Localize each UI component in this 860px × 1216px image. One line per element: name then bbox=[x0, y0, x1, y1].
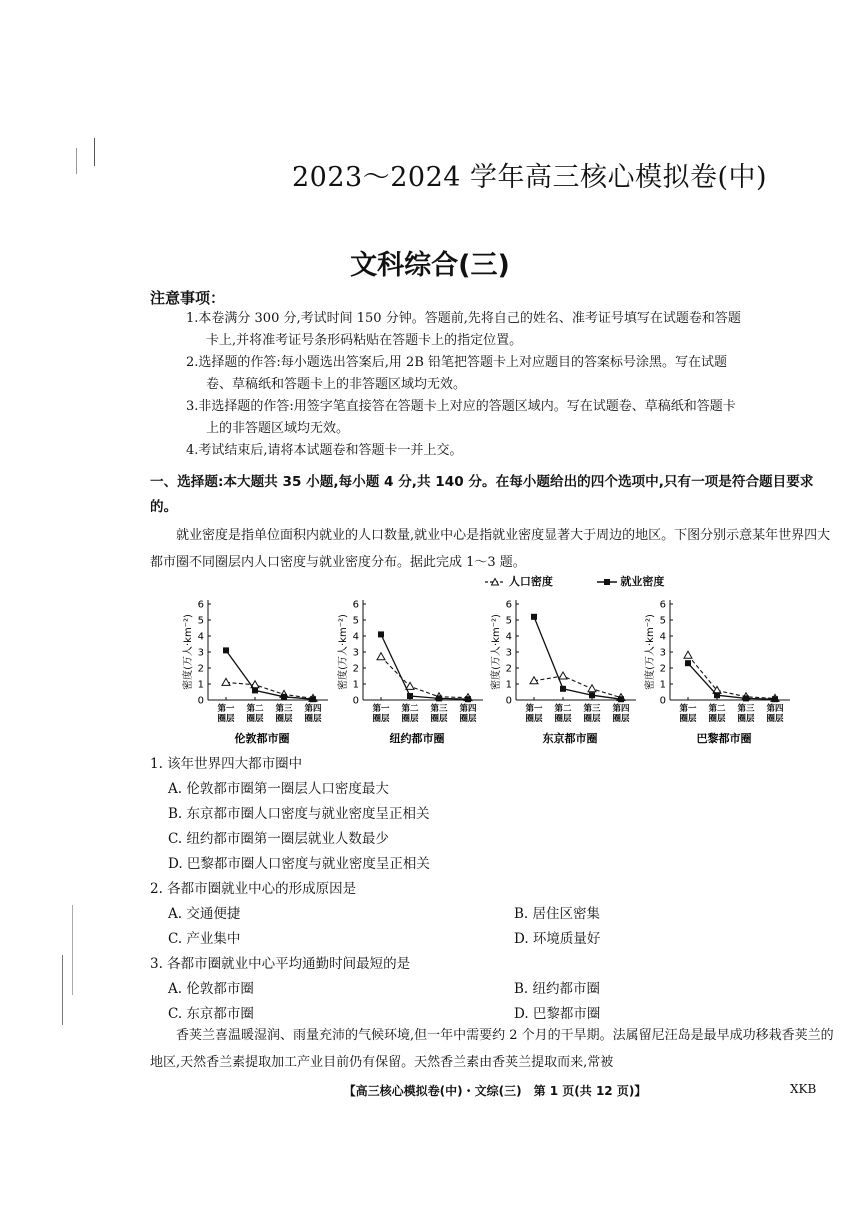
x-tick-label-line: 圈层 bbox=[766, 714, 784, 724]
x-tick-label-line: 圈层 bbox=[430, 714, 448, 724]
intro-paragraph: 就业密度是指单位面积内就业的人口数量,就业中心是指就业密度显著大于周边的地区。下图分别示意某年世界四大都市圈不同圈层内人口密度与就业密度分布。据此完成 1～3 题。 bbox=[150, 528, 831, 570]
emp-density-point bbox=[252, 687, 258, 693]
pop-density-point bbox=[406, 682, 414, 689]
notice-num: 4. bbox=[186, 443, 199, 458]
question-option: D. 巴黎都市圈人口密度与就业密度呈正相关 bbox=[168, 856, 430, 872]
emp-density-point bbox=[465, 696, 471, 702]
y-tick-label: 0 bbox=[659, 695, 666, 707]
y-tick-label: 4 bbox=[352, 631, 359, 643]
y-tick-label: 6 bbox=[352, 599, 359, 611]
x-tick-label-line: 第三 bbox=[275, 704, 293, 714]
scan-mark bbox=[76, 148, 77, 174]
y-tick-label: 3 bbox=[352, 647, 359, 659]
x-tick-label-line: 第三 bbox=[430, 704, 448, 714]
legend-emp-label: 就业密度 bbox=[620, 575, 665, 588]
x-tick-label-line: 圈层 bbox=[708, 714, 726, 724]
x-tick-label-line: 第二 bbox=[246, 704, 264, 714]
y-tick-label: 3 bbox=[505, 647, 512, 659]
emp-density-line bbox=[226, 650, 313, 699]
y-tick-label: 0 bbox=[197, 695, 204, 707]
emp-density-point bbox=[772, 696, 778, 702]
x-tick-label-line: 圈层 bbox=[246, 714, 264, 724]
pop-density-line bbox=[226, 682, 313, 698]
chart-panel bbox=[643, 600, 790, 746]
emp-density-point bbox=[436, 695, 442, 701]
notice-text-cont: 卡上,并将准考证号条形码粘贴在答题卡上的指定位置。 bbox=[206, 333, 523, 348]
question-option: D. 环境质量好 bbox=[514, 931, 601, 947]
y-tick-label: 5 bbox=[197, 615, 204, 627]
emp-density-line bbox=[534, 617, 621, 699]
y-tick-label: 0 bbox=[505, 695, 512, 707]
chart-title: 巴黎都市圈 bbox=[696, 732, 752, 745]
notice-item bbox=[186, 396, 834, 440]
chart-legend bbox=[485, 573, 664, 589]
emp-density-point bbox=[685, 660, 691, 666]
x-tick-label-line: 圈层 bbox=[583, 714, 601, 724]
question-option: C. 纽约都市圈第一圈层就业人数最少 bbox=[168, 831, 389, 847]
scan-mark bbox=[72, 905, 73, 995]
pop-density-point bbox=[222, 678, 230, 685]
emp-density-point bbox=[531, 614, 537, 620]
pop-density-point bbox=[684, 651, 692, 658]
x-tick-label bbox=[217, 703, 235, 724]
x-tick-label bbox=[401, 703, 419, 724]
x-tick-label-line: 圈层 bbox=[372, 714, 390, 724]
exam-title: 2023～2024 学年高三核心模拟卷(中) bbox=[292, 162, 768, 193]
question-stem: 2. 各都市圈就业中心的形成原因是 bbox=[150, 881, 357, 897]
emp-density-line bbox=[381, 634, 468, 699]
emp-density-point bbox=[223, 647, 229, 653]
scan-mark bbox=[62, 955, 63, 1025]
y-tick-label: 4 bbox=[505, 631, 512, 643]
pop-legend-symbol bbox=[485, 577, 505, 587]
y-tick-label: 1 bbox=[197, 679, 204, 691]
subject-title: 文科综合(三) bbox=[350, 250, 510, 281]
question-option: A. 伦敦都市圈第一圈层人口密度最大 bbox=[168, 781, 389, 797]
x-tick-label-line: 第一 bbox=[372, 704, 390, 714]
x-tick-label-line: 第一 bbox=[525, 704, 543, 714]
y-tick-label: 4 bbox=[659, 631, 666, 643]
y-tick-label: 2 bbox=[197, 663, 204, 675]
chart-title: 伦敦都市圈 bbox=[234, 732, 290, 745]
notice-item bbox=[186, 352, 834, 396]
question-option: A. 伦敦都市圈 bbox=[168, 981, 254, 997]
x-tick-label bbox=[459, 703, 477, 724]
pop-density-point bbox=[588, 685, 596, 692]
question-option: B. 纽约都市圈 bbox=[514, 981, 601, 997]
x-tick-label-line: 圈层 bbox=[459, 714, 477, 724]
y-tick-label: 2 bbox=[505, 663, 512, 675]
question-option: A. 交通便捷 bbox=[168, 906, 241, 922]
x-tick-label-line: 圈层 bbox=[401, 714, 419, 724]
vanilla-paragraph: 香荚兰喜温暖湿润、雨量充沛的气候环境,但一年中需要约 2 个月的干旱期。法属留尼汪岛是最早成功移栽香荚兰的地区,天然香兰素提取加工产业目前仍有保留。天然香兰素由香荚兰提取而来,常被 bbox=[150, 1028, 834, 1070]
x-tick-label-line: 圈层 bbox=[554, 714, 572, 724]
chart-panel bbox=[336, 600, 483, 746]
question-option: D. 巴黎都市圈 bbox=[514, 1006, 601, 1022]
pop-density-point bbox=[559, 672, 567, 679]
question-option: C. 东京都市圈 bbox=[168, 1006, 254, 1022]
x-tick-label bbox=[612, 703, 630, 724]
notice-text-cont: 上的非答题区域均无效。 bbox=[206, 421, 350, 436]
question-option: B. 居住区密集 bbox=[514, 906, 601, 922]
y-tick-label: 6 bbox=[505, 599, 512, 611]
question-option: C. 产业集中 bbox=[168, 931, 241, 947]
x-tick-label bbox=[679, 703, 697, 724]
x-tick-label bbox=[766, 703, 784, 724]
x-tick-label-line: 第三 bbox=[583, 704, 601, 714]
notice-text: 考试结束后,请将本试题卷和答题卡一并上交。 bbox=[198, 443, 463, 458]
chart-title: 纽约都市圈 bbox=[389, 732, 445, 745]
notice-heading: 注意事项： bbox=[150, 289, 226, 307]
emp-density-point bbox=[714, 692, 720, 698]
emp-legend-symbol bbox=[597, 577, 617, 587]
emp-density-point bbox=[281, 694, 287, 700]
y-axis-label: 密度(万人·km⁻²) bbox=[183, 614, 194, 690]
x-tick-label-line: 第四 bbox=[612, 704, 630, 714]
y-tick-label: 1 bbox=[659, 679, 666, 691]
y-tick-label: 5 bbox=[659, 615, 666, 627]
emp-density-point bbox=[378, 631, 384, 637]
x-tick-label-line: 第一 bbox=[679, 704, 697, 714]
x-tick-label bbox=[430, 703, 448, 724]
legend-pop-label: 人口密度 bbox=[508, 575, 553, 588]
notice-text: 本卷满分 300 分,考试时间 150 分钟。答题前,先将自己的姓名、准考证号填写在试题卷和答题 bbox=[198, 311, 741, 326]
x-tick-label bbox=[275, 703, 293, 724]
x-tick-label-line: 圈层 bbox=[612, 714, 630, 724]
emp-density-point bbox=[407, 693, 413, 699]
scan-mark bbox=[94, 138, 95, 166]
x-tick-label bbox=[708, 703, 726, 724]
notice-text: 选择题的作答:每小题选出答案后,用 2B 铅笔把答题卡上对应题目的答案标号涂黑。写在试题 bbox=[198, 355, 728, 370]
notice-item bbox=[186, 308, 834, 352]
x-tick-label-line: 第二 bbox=[554, 704, 572, 714]
x-tick-label-line: 第四 bbox=[459, 704, 477, 714]
x-tick-label-line: 圈层 bbox=[525, 714, 543, 724]
x-tick-label bbox=[737, 703, 755, 724]
section-heading: 一、选择题:本大题共 35 小题,每小题 4 分,共 140 分。在每小题给出的四个选项中,只有一项是符合题目要求的。 bbox=[150, 474, 814, 515]
y-tick-label: 6 bbox=[659, 599, 666, 611]
x-tick-label bbox=[525, 703, 543, 724]
pop-density-line bbox=[534, 676, 621, 698]
notice-num: 3. bbox=[186, 399, 199, 414]
x-tick-label-line: 圈层 bbox=[737, 714, 755, 724]
question-stem: 1. 该年世界四大都市圈中 bbox=[150, 756, 303, 772]
y-tick-label: 0 bbox=[352, 695, 359, 707]
notice-text: 非选择题的作答:用签字笔直接答在答题卡上对应的答题区域内。写在试题卷、草稿纸和答题卡 bbox=[198, 399, 736, 414]
y-tick-label: 3 bbox=[659, 647, 666, 659]
x-tick-label-line: 第四 bbox=[304, 704, 322, 714]
emp-density-point bbox=[743, 695, 749, 701]
question-stem: 3. 各都市圈就业中心平均通勤时间最短的是 bbox=[150, 956, 411, 972]
y-tick-label: 5 bbox=[352, 615, 359, 627]
pop-density-point bbox=[377, 653, 385, 660]
emp-density-point bbox=[589, 692, 595, 698]
y-tick-label: 5 bbox=[505, 615, 512, 627]
page-footer: 【高三核心模拟卷(中)・文综(三) 第 1 页(共 12 页)】 bbox=[343, 1084, 647, 1098]
x-tick-label-line: 圈层 bbox=[679, 714, 697, 724]
chart-panel bbox=[181, 600, 328, 746]
y-tick-label: 1 bbox=[505, 679, 512, 691]
chart-title: 东京都市圈 bbox=[542, 732, 598, 745]
x-tick-label-line: 圈层 bbox=[275, 714, 293, 724]
y-axis-label: 密度(万人·km⁻²) bbox=[645, 614, 656, 690]
y-tick-label: 4 bbox=[197, 631, 204, 643]
y-tick-label: 3 bbox=[197, 647, 204, 659]
x-tick-label bbox=[246, 703, 264, 724]
chart-panel bbox=[489, 600, 636, 746]
x-tick-label bbox=[372, 703, 390, 724]
y-axis-label: 密度(万人·km⁻²) bbox=[491, 614, 502, 690]
x-tick-label-line: 第四 bbox=[766, 704, 784, 714]
x-tick-label-line: 第二 bbox=[401, 704, 419, 714]
x-tick-label bbox=[304, 703, 322, 724]
y-tick-label: 2 bbox=[352, 663, 359, 675]
notice-num: 1. bbox=[186, 311, 199, 326]
y-axis-label: 密度(万人·km⁻²) bbox=[338, 614, 349, 690]
footer-code: XKB bbox=[790, 1082, 817, 1096]
notice-num: 2. bbox=[186, 355, 199, 370]
x-tick-label-line: 第一 bbox=[217, 704, 235, 714]
y-tick-label: 1 bbox=[352, 679, 359, 691]
x-tick-label-line: 圈层 bbox=[304, 714, 322, 724]
x-tick-label bbox=[554, 703, 572, 724]
y-tick-label: 6 bbox=[197, 599, 204, 611]
y-tick-label: 2 bbox=[659, 663, 666, 675]
x-tick-label-line: 第三 bbox=[737, 704, 755, 714]
question-option: B. 东京都市圈人口密度与就业密度呈正相关 bbox=[168, 806, 430, 822]
x-tick-label-line: 圈层 bbox=[217, 714, 235, 724]
x-tick-label-line: 第二 bbox=[708, 704, 726, 714]
x-tick-label bbox=[583, 703, 601, 724]
density-charts bbox=[180, 592, 800, 752]
notice-text-cont: 卷、草稿纸和答题卡上的非答题区域均无效。 bbox=[206, 377, 467, 392]
emp-density-point bbox=[560, 686, 566, 692]
notice-item bbox=[186, 440, 834, 462]
emp-density-point bbox=[310, 696, 316, 702]
emp-density-point bbox=[618, 696, 624, 702]
